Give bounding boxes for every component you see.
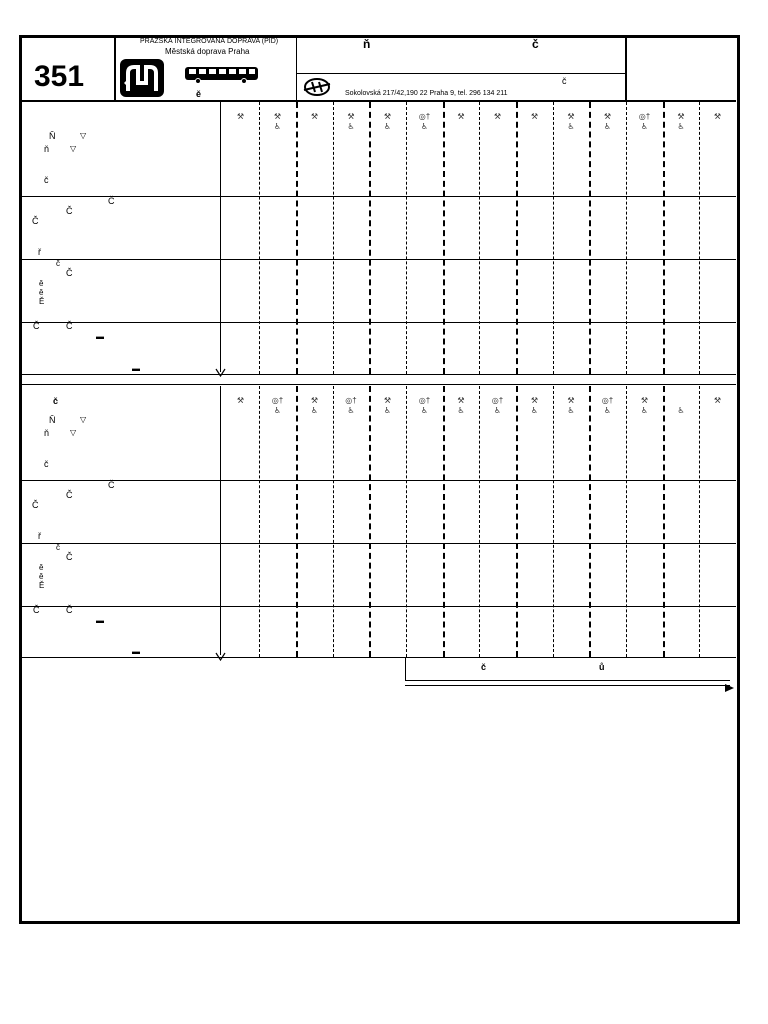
org-title: PRAŽSKÁ INTEGROVANÁ DOPRAVA (PID) bbox=[140, 38, 279, 45]
s2-row-sep-1 bbox=[21, 480, 736, 481]
s1-column-separator bbox=[553, 102, 554, 374]
s1-column-separator bbox=[333, 102, 334, 374]
header-divider-3 bbox=[625, 37, 627, 100]
s2-stop3-char2: Č bbox=[66, 552, 73, 562]
s1-stop2-char2: Č bbox=[66, 206, 73, 216]
s2-column-separator bbox=[443, 386, 445, 657]
header-divider-2 bbox=[296, 37, 297, 100]
s1-row-sep-1 bbox=[21, 196, 736, 197]
s1-col11-wheelchair-icon: ♿ bbox=[603, 122, 612, 131]
s2-col12-symbol: ⚒ bbox=[640, 396, 649, 405]
s1-stop4-char2: Č bbox=[66, 321, 73, 331]
s1-col13-wheelchair-icon: ♿ bbox=[677, 122, 685, 131]
s1-col11-symbol: ⚒ bbox=[603, 112, 612, 121]
s1-col12-wheelchair-icon: ♿ bbox=[640, 122, 649, 131]
s2-column-separator bbox=[296, 386, 298, 657]
s2-column-separator bbox=[589, 386, 591, 657]
s1-col10-wheelchair-icon: ♿ bbox=[567, 122, 575, 131]
s1-col13-symbol: ⚒ bbox=[677, 112, 685, 121]
s2-col8-wheelchair-icon: ♿ bbox=[493, 406, 502, 415]
arrow-right-icon bbox=[725, 680, 735, 690]
s2-col2-wheelchair-icon: ♿ bbox=[273, 406, 282, 415]
s1-col4-wheelchair-icon: ♿ bbox=[347, 122, 355, 131]
s1-stop1-char2: ň bbox=[44, 144, 50, 154]
footer-note-char-1: č bbox=[481, 662, 487, 672]
pid-bus-mode-icon bbox=[120, 59, 164, 97]
s2-col7-symbol: ⚒ bbox=[457, 396, 465, 405]
s2-stop2-char3: Č bbox=[32, 500, 39, 510]
note-arrow-line bbox=[405, 685, 730, 686]
s2-column-separator bbox=[479, 386, 480, 657]
s1-stop3-char2: Č bbox=[66, 268, 73, 278]
s1-col8-symbol: ⚒ bbox=[493, 112, 502, 121]
s1-stop1-char1: Ň bbox=[49, 131, 56, 141]
s2-column-separator bbox=[663, 386, 665, 657]
s1-stop2-char3: Č bbox=[32, 216, 39, 226]
s1-col7-symbol: ⚒ bbox=[457, 112, 465, 121]
s2-col9-wheelchair-icon: ♿ bbox=[530, 406, 539, 415]
title-char-1: ň bbox=[363, 37, 371, 51]
s2-col5-wheelchair-icon: ♿ bbox=[383, 406, 392, 415]
s1-stop3-char3: ě bbox=[39, 279, 44, 288]
s1-col5-symbol: ⚒ bbox=[383, 112, 392, 121]
s2-stop1-extra: č bbox=[44, 459, 49, 469]
s2-stop2-char2: Č bbox=[66, 490, 73, 500]
tram-icon: ▽ bbox=[80, 131, 87, 140]
s1-stop3-char5: Ě bbox=[39, 297, 45, 306]
s1-col12-symbol: ◎† bbox=[638, 112, 651, 121]
s1-stop4-char1: Č bbox=[33, 321, 40, 331]
s2-col2-symbol: ◎† bbox=[271, 396, 284, 405]
s1-stop2-extra: ř bbox=[38, 247, 41, 257]
s1-col2-symbol: ⚒ bbox=[273, 112, 282, 121]
line-number: 351 bbox=[34, 60, 85, 93]
s2-stop3-char4: ě bbox=[39, 572, 44, 581]
s2-col14-symbol: ⚒ bbox=[713, 396, 722, 405]
s1-column-separator bbox=[516, 102, 518, 374]
s2-col8-symbol: ◎† bbox=[491, 396, 504, 405]
header-mid-rule bbox=[296, 73, 626, 74]
bus-icon bbox=[184, 66, 259, 84]
train-icon: ▬ bbox=[132, 647, 140, 656]
s2-col1-symbol: ⚒ bbox=[236, 396, 245, 405]
s1-col6-wheelchair-icon: ♿ bbox=[420, 122, 429, 131]
footer-note-char-2: ů bbox=[599, 662, 605, 672]
s1-stop3-char1: č bbox=[56, 259, 60, 268]
s1-col1-symbol: ⚒ bbox=[236, 112, 245, 121]
s2-stop1-char1: Ň bbox=[49, 415, 56, 425]
s1-stop1-extra: č bbox=[44, 175, 49, 185]
s1-column-separator bbox=[296, 102, 298, 374]
train-icon: ▬ bbox=[132, 364, 140, 373]
s2-row-sep-3 bbox=[21, 606, 736, 607]
s2-column-separator bbox=[406, 386, 407, 657]
s1-col5-wheelchair-icon: ♿ bbox=[383, 122, 392, 131]
s2-col6-symbol: ◎† bbox=[418, 396, 431, 405]
s2-col5-symbol: ⚒ bbox=[383, 396, 392, 405]
s1-route-line bbox=[220, 102, 221, 372]
s2-column-separator bbox=[516, 386, 518, 657]
s2-top-rule bbox=[21, 384, 736, 385]
note-box-bottom bbox=[405, 680, 730, 681]
s2-column-separator bbox=[699, 386, 700, 657]
s1-column-separator bbox=[663, 102, 665, 374]
s1-col6-symbol: ◎† bbox=[418, 112, 431, 121]
s2-stop4-char2: Č bbox=[66, 605, 73, 615]
s2-col7-wheelchair-icon: ♿ bbox=[457, 406, 465, 415]
note-char: č bbox=[562, 76, 567, 86]
s2-col3-wheelchair-icon: ♿ bbox=[310, 406, 319, 415]
s2-bottom-rule bbox=[21, 657, 736, 658]
org-subtitle: Městská doprava Praha bbox=[165, 47, 250, 56]
s2-column-separator bbox=[626, 386, 627, 657]
arrow-down-icon bbox=[215, 648, 226, 657]
s1-col9-symbol: ⚒ bbox=[530, 112, 539, 121]
s2-stop3-char5: Ě bbox=[39, 581, 45, 590]
s1-column-separator bbox=[699, 102, 700, 374]
s2-col12-wheelchair-icon: ♿ bbox=[640, 406, 649, 415]
s2-col6-wheelchair-icon: ♿ bbox=[420, 406, 429, 415]
arrow-down-icon bbox=[215, 364, 226, 373]
s1-column-separator bbox=[479, 102, 480, 374]
s2-column-separator bbox=[333, 386, 334, 657]
s2-stop2-extra: ř bbox=[38, 531, 41, 541]
s1-column-separator bbox=[626, 102, 627, 374]
s2-column-separator bbox=[369, 386, 371, 657]
s1-row-sep-2 bbox=[21, 259, 736, 260]
s2-heading: č bbox=[53, 396, 59, 406]
s1-col2-wheelchair-icon: ♿ bbox=[273, 122, 282, 131]
s1-col10-symbol: ⚒ bbox=[567, 112, 575, 121]
s1-stop3-char4: ě bbox=[39, 288, 44, 297]
s2-col10-symbol: ⚒ bbox=[567, 396, 575, 405]
header-divider-1 bbox=[114, 37, 116, 100]
s2-stop3-char3: ě bbox=[39, 563, 44, 572]
bus-operator-logo-icon bbox=[302, 77, 332, 97]
header-bottom-rule bbox=[21, 100, 736, 102]
s2-col4-symbol: ◎† bbox=[345, 396, 357, 405]
s1-column-separator bbox=[369, 102, 371, 374]
note-box-left bbox=[405, 657, 406, 681]
s2-col13-wheelchair-icon: ♿ bbox=[677, 406, 685, 415]
train-icon: ▬ bbox=[96, 332, 104, 341]
s1-bottom-rule bbox=[21, 374, 736, 375]
s2-row-sep-2 bbox=[21, 543, 736, 544]
s2-col9-symbol: ⚒ bbox=[530, 396, 539, 405]
s2-stop2-char1: Č bbox=[108, 480, 115, 490]
s2-route-line bbox=[220, 386, 221, 655]
s2-column-separator bbox=[259, 386, 260, 657]
s1-column-separator bbox=[259, 102, 260, 374]
title-char-2: č bbox=[532, 37, 539, 51]
s2-col10-wheelchair-icon: ♿ bbox=[567, 406, 575, 415]
train-icon: ▬ bbox=[96, 616, 104, 625]
s2-stop3-char1: č bbox=[56, 543, 60, 552]
s1-column-separator bbox=[443, 102, 445, 374]
s2-col3-symbol: ⚒ bbox=[310, 396, 319, 405]
tram-icon: ▽ bbox=[80, 415, 87, 424]
tram-icon: ▽ bbox=[70, 144, 77, 153]
s1-stop2-char1: Č bbox=[108, 196, 115, 206]
s1-row-sep-3 bbox=[21, 322, 736, 323]
s2-column-separator bbox=[553, 386, 554, 657]
s1-col14-symbol: ⚒ bbox=[713, 112, 722, 121]
s2-stop1-char2: ň bbox=[44, 428, 50, 438]
s2-col11-wheelchair-icon: ♿ bbox=[603, 406, 612, 415]
operator-address: Sokolovská 217/42,190 22 Praha 9, tel. 296 134 211 bbox=[345, 90, 508, 97]
mode-caption: ě bbox=[196, 89, 202, 99]
s2-col4-wheelchair-icon: ♿ bbox=[347, 406, 355, 415]
s1-col3-symbol: ⚒ bbox=[310, 112, 319, 121]
s1-column-separator bbox=[589, 102, 591, 374]
s2-col11-symbol: ◎† bbox=[601, 396, 614, 405]
s1-column-separator bbox=[406, 102, 407, 374]
s2-stop4-char1: Č bbox=[33, 605, 40, 615]
s1-col4-symbol: ⚒ bbox=[347, 112, 355, 121]
tram-icon: ▽ bbox=[70, 428, 77, 437]
